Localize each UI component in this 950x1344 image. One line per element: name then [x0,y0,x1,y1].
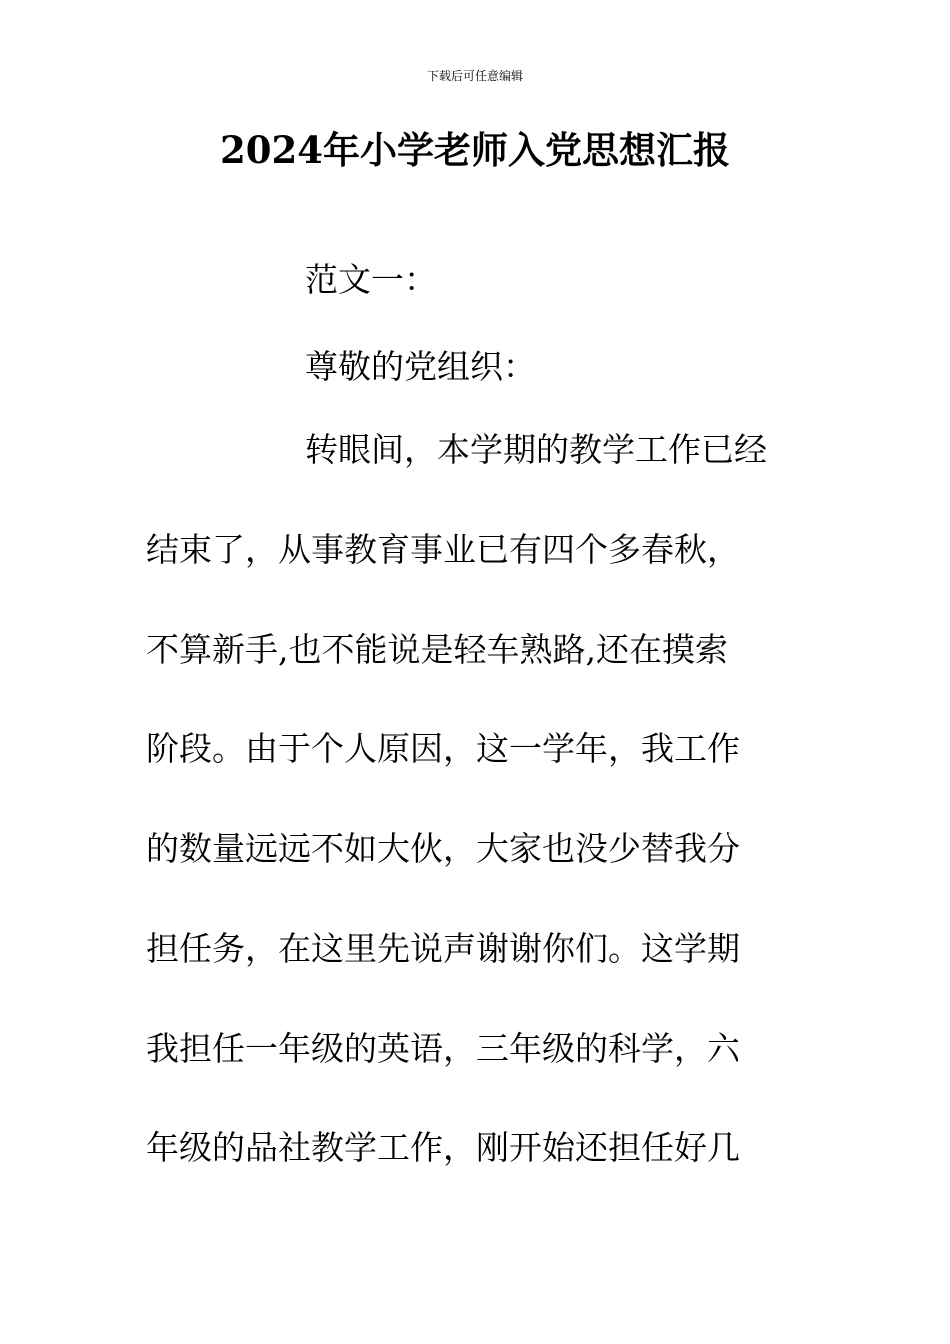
paragraph-line: 的数量远远不如大伙，大家也没少替我分 [146,829,740,868]
paragraph-line: 转眼间，本学期的教学工作已经 [305,430,767,469]
salutation: 尊敬的党组织： [305,347,536,386]
paragraph-line: 担任务，在这里先说声谢谢你们。这学期 [146,929,740,968]
paragraph-line: 阶段。由于个人原因，这一学年，我工作 [146,729,740,768]
paragraph-line: 结束了，从事教育事业已有四个多春秋， [146,530,740,569]
header-note: 下载后可任意编辑 [426,69,523,83]
paragraph-line: 我担任一年级的英语，三年级的科学，六 [146,1029,740,1068]
paragraph-line: 不算新手,也不能说是轻车熟路,还在摸索 [146,630,728,669]
paragraph-line: 年级的品社教学工作，刚开始还担任好几 [146,1128,740,1167]
document-title: 2024年小学老师入党思想汇报 [220,128,730,172]
section-label: 范文一： [305,260,437,299]
